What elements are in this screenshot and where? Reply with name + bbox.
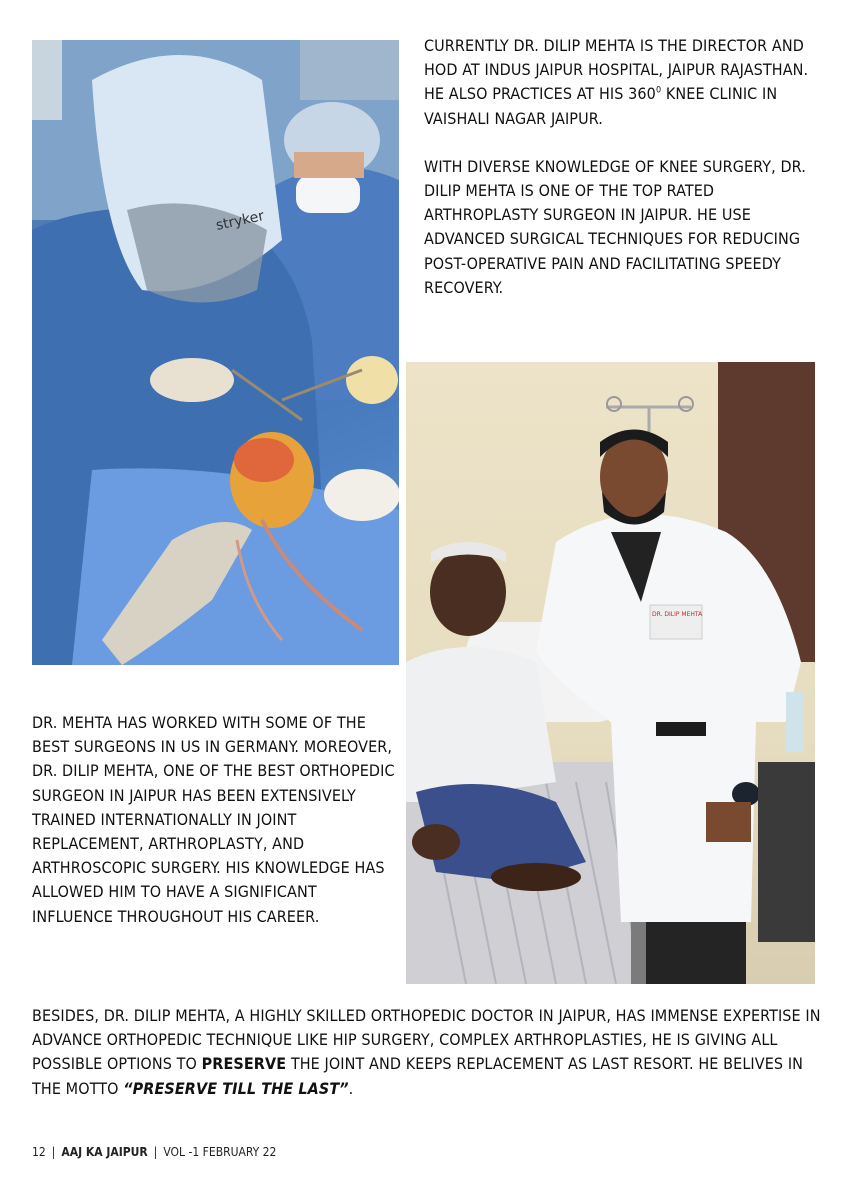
article-column-left [32,711,397,929]
page-number: 12 [32,1145,46,1159]
paragraph-training: DR. MEHTA HAS WORKED WITH SOME OF THE BEST SURGEONS IN US IN GERMANY. MOREOVER, DR. DILIP MEHTA, ONE OF THE BEST ORTHOPEDIC SURGEON IN JAIPUR HAS BEEN EXTENSIVELY TRAINED INTERNATIONALLY IN JOINT REPLACEMENT, ARTHROPLASTY, AND ARTHROSCOPIC SURGERY. HIS KNOWLEDGE HAS ALLOWED HIM TO HAVE A SIGNIFICANT INFLUENCE THROUGHOUT HIS CAREER. [32,713,395,926]
patient-foot [491,863,581,891]
paragraph-expertise [32,1004,822,1101]
paragraph-expertise-text-2: THE JOINT AND KEEPS REPLACEMENT AS LAST RESORT. HE BELIVES IN THE MOTTO [32,1054,804,1098]
article-column-bottom [32,1004,822,1101]
paragraph-expertise-text: BESIDES, DR. DILIP MEHTA, A HIGHLY SKILLED ORTHOPEDIC DOCTOR IN JAIPUR, HAS IMMENSE EXPERTISE IN ADVANCE ORTHOPEDIC TECHNIQUE LIKE HIP SURGERY, COMPLEX ARTHROPLASTIES, HE IS GIVING ALL POSSIBLE OPTIONS TO [32,1006,821,1074]
superscript: 0 [655,86,662,97]
assistant-face [294,152,364,178]
doctor-patient-photo [406,362,815,984]
iv-hook-right [679,397,693,411]
helmet-brand-label: stryker [214,208,266,234]
surgical-tissue [234,438,294,482]
doctor-patient-illustration [406,362,815,984]
patient-hands [412,824,460,860]
paragraph-knee-surgery: WITH DIVERSE KNOWLEDGE OF KNEE SURGERY, DR. DILIP MEHTA IS ONE OF THE TOP RATED ARTHROPLASTY SURGEON IN JAIPUR. HE USE ADVANCED SURGICAL TECHNIQUES FOR REDUCING POST-OPERATIVE PAIN AND FACILITATING SPEEDY RECOVERY. [424,156,806,297]
surgery-photo [32,40,399,665]
assistant-mask [296,175,360,213]
issue-info: VOL -1 FEBRUARY 22 [163,1145,277,1159]
side-table [758,762,815,942]
paragraph-end: . [348,1078,354,1098]
paragraph-director-text: CURRENTLY DR. DILIP MEHTA IS THE DIRECTOR AND HOD AT INDUS JAIPUR HOSPITAL, JAIPUR RAJASTHAN. HE ALSO PRACTICES AT HIS 360 [424,36,809,104]
or-door [32,40,62,120]
glove-assistant [346,356,398,404]
surgery-illustration [32,40,399,665]
footer-divider: | [51,1145,56,1159]
coat-embroidery: DR. DILIP MEHTA [652,611,703,618]
article-column-top [424,34,824,300]
patient-shirt [406,647,556,802]
iv-hook-left [607,397,621,411]
motto-quote: “PRESERVE TILL THE LAST” [123,1078,349,1098]
paragraph-director-text-end: KNEE CLINIC IN VAISHALI NAGAR JAIPUR. [424,84,778,128]
footer-divider: | [153,1145,158,1159]
glove-left-upper [150,358,234,402]
magazine-name: AAJ KA JAIPUR [61,1145,148,1159]
page-footer [32,1145,276,1159]
patient-head [430,548,506,636]
doctor-trousers [646,922,746,984]
doctor-hand [706,802,751,842]
phone-in-pocket [656,722,706,736]
paragraph-director [424,34,824,131]
water-bottle [786,692,804,752]
or-panel [300,40,399,100]
emphasis-preserve: PRESERVE [201,1054,287,1074]
glove-right [324,469,399,521]
